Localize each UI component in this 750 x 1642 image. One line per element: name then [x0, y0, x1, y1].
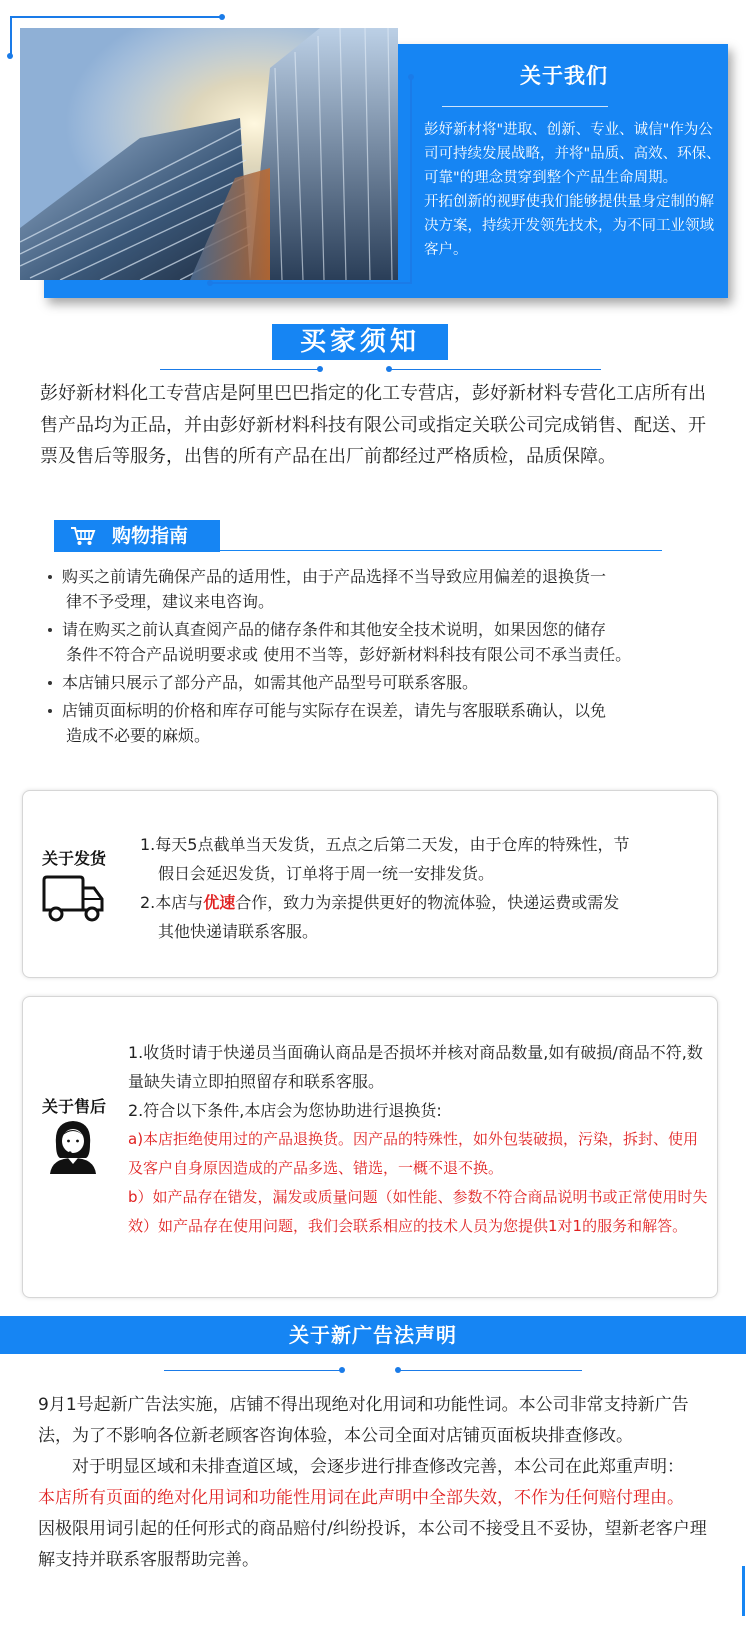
shipping-item-2-cont: 其他快递请联系客服。: [158, 922, 319, 941]
shipping-item-1: 1.每天5点截单当天发货，五点之后第二天发，由于仓库的特殊性，节: [140, 835, 630, 854]
shopping-guide-title: 购物指南: [112, 525, 189, 547]
notice-divider-dot: [317, 366, 323, 372]
about-paragraph: 彭妤新材将"进取、创新、专业、诚信"作为公司可持续发展战略，并将"品质、高效、环保、可靠"的理念贯穿到整个产品生命周期。: [424, 122, 721, 186]
about-title-underline: [442, 106, 608, 107]
about-paragraph: 开拓创新的视野使我们能够提供量身定制的解决方案，持续开发领先技术，为不同工业领域客户。: [424, 194, 714, 258]
about-deco-dot: [219, 14, 225, 20]
about-deco-dot: [207, 280, 213, 286]
about-body: [424, 118, 724, 262]
about-deco-bottom-line: [210, 282, 410, 284]
notice-divider-left: [160, 369, 320, 370]
after-sales-content: [128, 1038, 708, 1241]
delivery-truck-icon: [40, 874, 106, 924]
guide-item: 购买之前请先确保产品的适用性，由于产品选择不当导致应用偏差的退换货一 律不予受理，建议来电咨询。: [44, 564, 704, 614]
shopping-guide-header: [54, 520, 220, 552]
after-sales-p1: 1.收货时请于快递员当面确认商品是否损坏并核对商品数量,如有破损/商品不符,数量缺失请立即拍照留存和联系客服。: [128, 1043, 703, 1091]
ad-law-p4: 因极限用词引起的任何形式的商品赔付/纠纷投诉，本公司不接受且不妥协，望新老客户理解支持并联系客服帮助完善。: [38, 1519, 707, 1570]
after-sales-rule-a: a)本店拒绝使用过的产品退换货。因产品的特殊性，如外包装破损，污染，拆封、使用及客户自身原因造成的产品多选、错选，一概不退不换。: [128, 1130, 699, 1177]
about-deco-right-line: [410, 76, 412, 284]
guide-item: 本店铺只展示了部分产品，如需其他产品型号可联系客服。: [44, 670, 704, 695]
shipping-item-2: 2.本店与优速合作，致力为亲提供更好的物流体验，快递运费或需发: [140, 893, 620, 912]
after-sales-p2: 2.符合以下条件,本店会为您协助进行退换货:: [128, 1101, 442, 1120]
courier-highlight: 优速: [203, 893, 236, 912]
ad-law-p1: 9月1号起新广告法实施，店铺不得出现绝对化用词和功能性词。本公司非常支持新广告法，为了不影响各位新老顾客咨询体验，本公司全面对店铺页面板块排查修改。: [38, 1395, 689, 1446]
customer-service-icon: [46, 1116, 100, 1174]
ad-law-p2: 对于明显区域和未排查道区域，会逐步进行排查修改完善，本公司在此郑重声明：: [38, 1457, 684, 1477]
skyscraper-illustration: [20, 28, 398, 280]
notice-divider-right: [389, 369, 601, 370]
ad-divider-right: [398, 1370, 582, 1371]
guide-item: 店铺页面标明的价格和库存可能与实际存在误差，请先与客服联系确认，以免 造成不必要的麻烦。: [44, 698, 704, 748]
notice-title: 买家须知: [272, 324, 448, 360]
shopping-guide-list: [44, 564, 704, 751]
ad-divider-left: [164, 1370, 342, 1371]
ad-law-statement: 本店所有页面的绝对化用词和功能性用词在此声明中全部失效，不作为任何赔付理由。: [38, 1488, 684, 1508]
notice-body: 彭妤新材料化工专营店是阿里巴巴指定的化工专营店，彭妤新材料专营化工店所有出售产品均为正品，并由彭妤新材料科技有限公司或指定关联公司完成销售、配送、开票及售后等服务，出售的所有产品在出厂前都经过严格质检，品质保障。: [40, 383, 706, 467]
shipping-content: [140, 830, 688, 946]
after-sales-label: 关于售后: [41, 1097, 106, 1116]
ad-divider-dot: [339, 1367, 345, 1373]
shipping-item-1-cont: 假日会延迟发货，订单将于周一统一安排发货。: [158, 864, 495, 883]
after-sales-rule-b: b）如产品存在错发，漏发或质量问题（如性能、参数不符合商品说明书或正常使用时失效）如产品存在使用问题，我们会联系相应的技术人员为您提供1对1的服务和解答。: [128, 1188, 708, 1235]
about-deco-left-line: [10, 16, 12, 56]
about-deco-top-line: [10, 16, 222, 18]
guide-item: 请在购买之前认真查阅产品的储存条件和其他安全技术说明，如果因您的储存 条件不符合产品说明要求或 使用不当等，彭妤新材料科技有限公司不承当责任。: [44, 617, 704, 667]
building-photo: [20, 28, 398, 280]
shopping-guide-rule: [220, 550, 662, 551]
about-deco-dot: [7, 53, 13, 59]
shopping-cart-icon: [70, 526, 96, 546]
ad-law-title: 关于新广告法声明: [289, 1323, 457, 1347]
about-title: 关于我们: [520, 64, 608, 88]
ad-law-body: [38, 1390, 714, 1576]
shipping-label: 关于发货: [41, 849, 106, 868]
edge-accent: [742, 1566, 745, 1616]
